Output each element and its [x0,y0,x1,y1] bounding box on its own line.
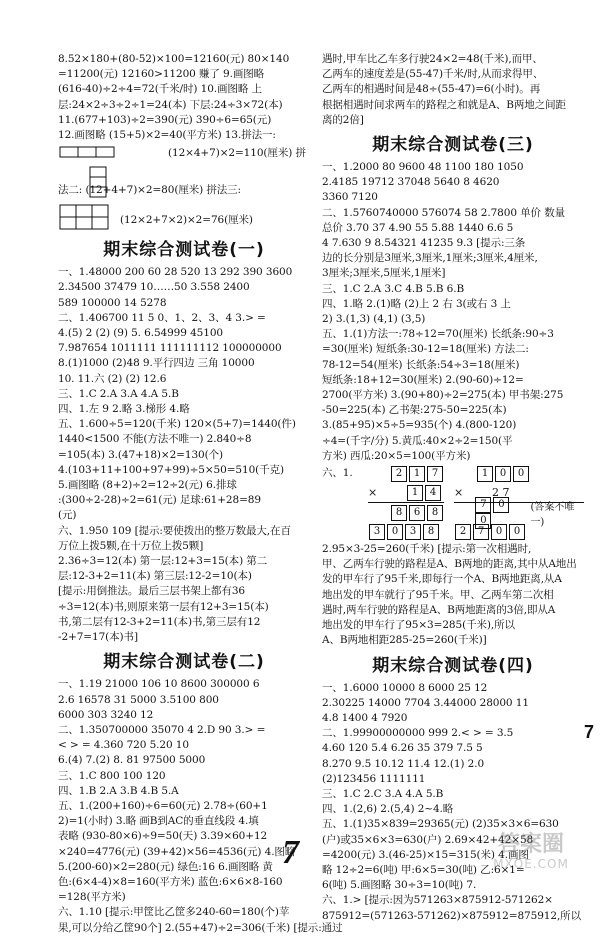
text-line: 根据相遇时间求两车的路程之和就是A、B两地之间距 [322,98,566,111]
text-line: 地出发的甲车行了95×3=285(千米),所以 [322,619,515,632]
text-line: 2.34500 37479 10……50 3.558 2400 [58,281,250,294]
cell: 0 [491,524,507,540]
text-line: [提示:用倒推法。最后三层书架上都有36 [58,585,245,598]
figure-row-3 [58,203,310,233]
text-line: =4200(元) 3.(46-25)×15=315(米) 4.画图 [322,848,529,861]
text-line: 四、1.B 2.A 3.B 4.B 5.A [58,784,179,797]
text-line: 五、1.(1)方法一:78÷12=70(厘米) 长纸条:90÷3 [322,328,554,341]
text-line: 万位上拨5颗,在十万位上拨5颗] [58,539,204,552]
text-line: =30(厘米) 短纸条:30-12=18(厘米) 方法二: [322,343,529,356]
text-line: 12.画图略 (15+5)×2=40(平方米) 13.拼法一: [58,129,276,142]
text-line: 二、1.406700 11 5 0、1、2、3、4 3.> = [58,311,266,324]
cell: 6 [409,505,425,521]
cell: 0 [513,466,529,482]
cell: 8 [391,505,407,521]
text-line: 三、1.C 2.A 3.C 4.B 5.B 6.B [322,282,465,295]
question-label: 六、1. [322,467,353,480]
text-line: ÷3=12(本)书,则原来第一层有12+3=15(本) [58,600,269,613]
figure-row-2 [58,165,310,203]
right-column [322,52,584,924]
cell: 0 [509,524,525,540]
text-line: (12×4+7)×2=110(厘米) 拼 [168,147,306,160]
text-line: 遇时,两车行驶的路程是A、B两地距离的3倍,即从A [322,603,556,616]
cell: 1 [409,466,425,482]
text-line: 4.60 120 5.4 6.26 35 379 7.5 5 [322,742,483,755]
text-line: 层:12-3+2=11(本) 第三层:12-2=10(本) [58,570,252,583]
watermark-main: 答案圈 [497,832,564,857]
text-line: 一、1.2000 80 9600 48 1100 180 1050 [322,161,524,174]
text-line: 3厘米;3厘米,5厘米,1厘米] [322,267,446,280]
text-line: 四、1.左 9 2.略 3.梯形 4.略 [58,403,190,416]
text-line: 方米) 西瓜:20×5=100(平方米) [322,449,471,462]
text-line: 二、1.350700000 35070 4 2.D 90 3.> = [58,723,266,736]
text-line: 8.52×180+(80-52)×100=12160(元) 80×140 [58,53,290,65]
cell: 1 [407,485,423,501]
text-line: 5.画图略 (8+2)÷2=12÷2(元) 6.排球 [58,479,237,492]
text-line: :(300÷2-28)÷2=61(元) 足球:61+28=89 [58,494,261,507]
corner-page-number: 7 [583,722,594,742]
text-line: 六、1.> [提示:因为571263×875912-571262× [322,894,553,907]
text-line: 589 100000 14 5278 [58,296,167,309]
text-line: 8.270 9.5 10.12 11.4 12.(1) 2.0 [322,757,485,770]
text-line: (元) [58,509,77,522]
text-line: 三、1.C 800 100 120 [58,769,166,782]
text-line: 略 12÷2=6(吨) 甲:6×5=30(吨) 乙:6×1= [322,863,525,876]
puzzle-note: (答案不唯一) [530,501,575,528]
text-line: 四、1.(2,6) 2.(5,4) 2~4.略 [322,803,454,816]
text-line: 表略 (930-80×6)÷9=50(天) 3.39×60+12 [58,830,268,843]
cell: 0 [493,497,509,513]
section-test-3 [322,134,584,648]
text-line: 地出发的甲车就行了95千米。甲、乙两车第二次相 [322,588,554,601]
text-line: (616-40)÷2÷4=72(千米/时) 10.画图略 上 [58,83,262,96]
puzzle-row [368,503,444,522]
text-line: 乙两车的相遇时间是48÷(55-47)=6(小时)。再 [322,83,541,96]
text-line: 2.36÷3=12(本) 第一层:12+3=15(本) 第二 [58,555,268,568]
cell-row [390,505,444,521]
section-title: 期末综合测试卷(二) [103,652,265,673]
cell: 8 [423,524,439,540]
text-line: 2.30225 14000 7704 3.44000 28000 11 [322,696,529,709]
text-line: 二、1.99900000000 999 2.< > = 3.5 [322,727,514,740]
cell: 2 [391,466,407,482]
text-line: 7.987654 1011111 111111112 100000000 [58,342,282,355]
text-line: 2700(平方米) 3.(90+80)÷2=275(本) 甲书架:275 [322,389,564,402]
text-line: 78-12=54(厘米) 长纸条:54÷3=18(厘米) [322,358,520,371]
text-line: 乙两车的速度差是(55-47)千米/时,从而求得甲、 [322,68,544,81]
section-title: 期末综合测试卷(一) [103,240,265,261]
figure-row-1 [58,143,310,165]
text-line: -2+7=17(本)书] [58,631,138,644]
text-line: 6(吨) 5.画图略 30÷3=10(吨) 7. [322,879,477,892]
cell: 2 [455,524,471,540]
text-line: 4.(5) 2 (2) (9) 5. 6.54999 45100 [58,327,223,340]
text-line: 书,第二层有12-3+2=11(本)书,第三层有12 [58,615,261,628]
text-line: ÷4=(千字/分) 5.黄瓜:40×2÷2=150(平 [322,434,513,447]
watermark-logo [472,833,590,875]
cell-row [390,466,444,482]
text-line: 边的长分别是3厘米,3厘米,1厘米;3厘米,4厘米, [322,252,538,265]
text-line: 5.(200-60)×2=280(元) 绿色:16 6.画图略 黄 [58,860,273,873]
right-top-block [322,52,584,128]
text-line: 4.8 1400 4 7920 [322,711,408,724]
multiplier-text: 2 7 [492,486,510,500]
text-line: 层:24×2÷3÷2÷1=24(本) 下层:24÷3×72(本) [58,98,283,111]
text-line: 甲、乙两车行驶的路程是A、B两地的距离,其中从A地出 [322,558,577,571]
text-line: 2)=1(小时) 3.略 画B到AC的垂直线段 4.填 [58,815,259,828]
cell-row [368,524,440,540]
puzzle-row [368,483,444,503]
text-line: 2.4185 19712 37048 5640 8 4620 [322,176,500,189]
text-line: 4.(103+11+100+97+99)÷5×50=510(千克) [58,463,284,476]
text-line: 二、1.5760740000 576074 58 2.7800 单价 数量 [322,206,565,219]
text-line: 五、1.(1)35×839=29365(元) (2)35×3×6=630 [322,818,559,831]
text-line: 三、1.C 2.A 3.A 4.A 5.B [58,387,179,400]
text-line: 8.(1)1000 (2)48 9.平行四边 三角 10000 [58,357,255,370]
text-line: 色:(6×4-4)×8=160(平方米) 蓝色:6×6×8-160 [58,875,283,888]
text-line: < > = 4.360 720 5.20 10 [58,739,189,752]
cell: 0 [495,466,511,482]
text-line: 总价 3.70 37 4.90 55 5.88 1440 6.6 5 [322,221,514,234]
page-number: 7 [282,834,299,871]
text-line: 2.95×3-25=260(千米) [提示:第一次相遇时, [322,543,532,556]
text-line: 离的2倍] [322,113,364,126]
text-line: 2.6 16578 31 5000 3.5100 800 [58,693,219,706]
section-title: 期末综合测试卷(四) [372,655,534,676]
text-line: 四、1.略 2.(1)略 (2)上 2 右 3(或右 3 上 [322,297,511,310]
text-line: =11200(元) 12160>11200 赚了 9.画图略 [58,68,265,81]
operator: × [368,486,378,500]
cell: 3 [405,524,421,540]
text-line: 4 7.630 9 8.54321 41235 9.3 [提示:三条 [322,237,526,250]
text-line: ×240=4776(元) (39+42)×56=4536(元) 4.图略 [58,845,296,858]
puzzle-left [368,464,444,541]
puzzle-row [368,464,444,483]
text-line: 2) 3.(1,3) (4,1) (3,5) [322,313,426,326]
section-test-2 [58,651,343,935]
cell: 7 [475,497,491,513]
text-line: 短纸条:18+12=30(厘米) 2.(90-60)÷12= [322,373,524,386]
text-line: 六、1.950 109 [提示:要使拨出的整万数最大,在百 [58,524,291,537]
puzzle-row [454,464,584,483]
text-line: 3360 7120 [322,191,378,204]
cell-row [454,524,526,540]
cell: 0 [387,524,403,540]
text-line: 果,可以分给乙筐90个] 2.(55+47)÷2=306(千米) [提示:通过 [58,921,343,934]
text-line: 三、1.C 2.C 3.A 4.A 5.B [322,787,444,800]
watermark-sub: MXQE.COM [493,857,569,871]
cell: 8 [427,505,443,521]
tiling-figure-1 [58,143,118,165]
text-line: -50=225(本) 乙书架:275-50=225(本) [322,404,507,417]
operator: × [454,486,464,500]
puzzle-row [454,498,584,528]
text-line: 10. 11.六 (2) (2) 12.6 [58,372,167,385]
section-test-4 [322,655,584,924]
text-line: 法二: (12+4+7)×2=80(厘米) 拼法三: [58,184,241,197]
text-line: 遇时,甲车比乙车多行驶24×2=48(千米),而甲、 [322,53,543,65]
text-line: (12×2+7×2)×2=76(厘米) [120,214,253,227]
text-line: 一、1.19 21000 106 10 8600 300000 6 [58,678,260,691]
text-line: 6.(4) 7.(2) 8. 81 97500 5000 [58,754,206,767]
multiplication-puzzle [322,464,584,542]
text-line: 6000 303 3240 12 [58,708,154,721]
cell-row [406,485,442,501]
text-line: =105(本) 3.(47+18)×2=130(个) [58,448,224,461]
text-line: 一、1.6000 10000 8 6000 25 12 [322,681,488,694]
text-line: 3.(85+95)×5÷5=935(个) 4.(800-120) [322,419,517,432]
text-line: 一、1.48000 200 60 28 520 13 292 390 3600 [58,266,293,279]
puzzle-right [454,464,584,541]
cell: 0 [475,513,491,529]
text-line: 11.(677+103)÷2=390(元) 390÷6=65(元) [58,113,272,126]
text-line: 五、1.600÷5=120(千米) 120×(5+7)=1440(件) [58,418,296,431]
tiling-figure-3 [58,203,118,233]
text-line: 五、1.(200+160)÷6=60(元) 2.78÷(60+1 [58,799,268,812]
text-line: (2)123456 1111111 [322,772,426,785]
left-top-block [58,52,310,233]
text-line: 1440<1500 不能(方法不唯一) 2.840÷8 [58,433,252,446]
text-line: A、B两地相距285-25=260(千米)] [322,634,487,647]
section-test-1 [58,239,310,645]
cell: 1 [477,466,493,482]
cell: 4 [425,485,441,501]
puzzle-row [368,522,444,541]
cell: 7 [473,524,489,540]
section-title: 期末综合测试卷(三) [372,135,534,156]
text-line: 875912=(571263-571262)×875912=875912,所以 [322,909,581,922]
cell: 7 [427,466,443,482]
text-line: 发的甲车行了95千米,即每行一个A、B两地距离,从A [322,573,562,586]
cell-row [476,466,530,482]
text-line: (户)或35×6×3=630(户) 2.69×42+42×58 [322,833,534,846]
text-line: 六、1.10 [提示:甲筐比乙筐多240-60=180(个)苹 [58,906,290,919]
cell: 3 [369,524,385,540]
text-line: =128(平方米) [58,891,126,904]
